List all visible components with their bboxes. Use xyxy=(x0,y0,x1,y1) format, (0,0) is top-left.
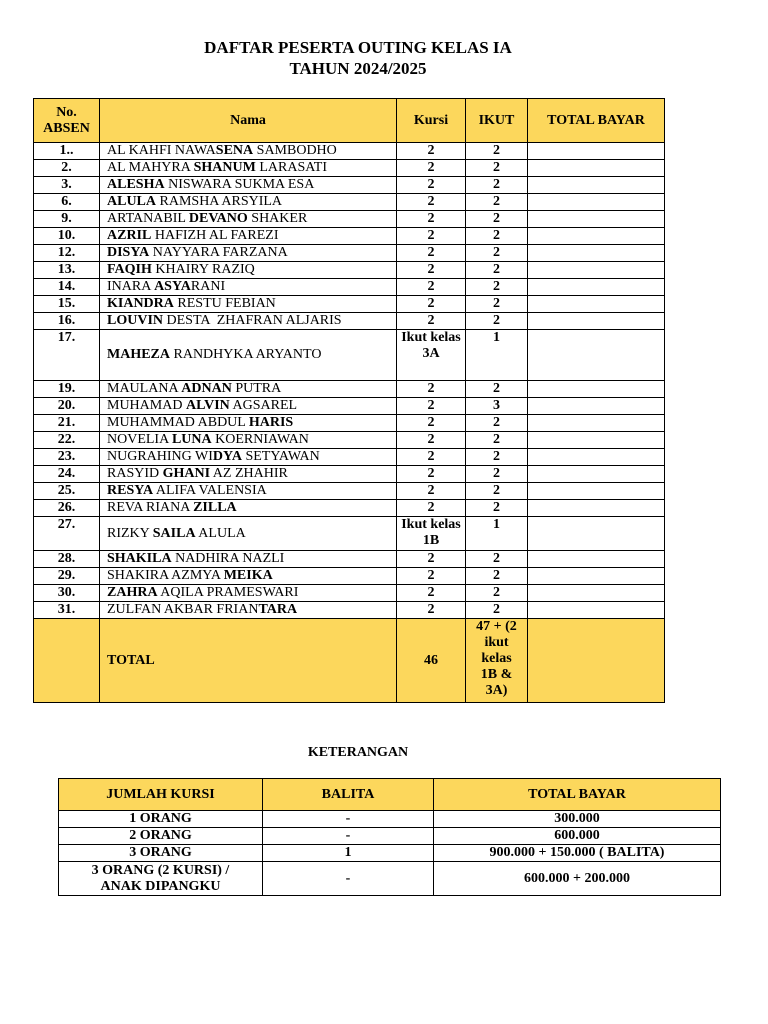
name-bold-part: SAILA xyxy=(152,525,196,541)
kursi-value: 2 xyxy=(397,279,466,296)
participant-name xyxy=(100,194,397,211)
name-part: LARASATI xyxy=(255,160,328,175)
table-row xyxy=(34,483,665,500)
total-row xyxy=(34,619,665,703)
kursi-value: 2 xyxy=(397,551,466,568)
name-part: SHAKIRA AZMYA xyxy=(107,568,224,583)
participant-name xyxy=(100,500,397,517)
name-part: KOERNIAWAN xyxy=(211,432,309,447)
kursi-value: Ikut kelas 1B xyxy=(397,517,466,551)
name-bold-part: ALESHA xyxy=(107,177,165,192)
ikut-value: 3 xyxy=(466,398,528,415)
ikut-value: 2 xyxy=(466,245,528,262)
participant-name xyxy=(100,211,397,228)
name-bold-part: ADNAN xyxy=(181,381,232,396)
name-part: REVA RIANA xyxy=(107,500,194,515)
ikut-value: 2 xyxy=(466,551,528,568)
name-bold-part: ZAHRA xyxy=(107,585,158,600)
name-bold-part: TARA xyxy=(258,602,298,617)
total-bayar-value xyxy=(528,432,665,449)
absen-number: 1.. xyxy=(34,143,100,160)
table-row xyxy=(34,211,665,228)
name-bold-part: MAHEZA xyxy=(107,347,170,362)
table-row xyxy=(34,517,665,551)
name-part: HAFIZH AL FAREZI xyxy=(151,228,279,243)
col-jumlah-kursi: JUMLAH KURSI xyxy=(59,779,263,811)
ket-total-bayar-value: 300.000 xyxy=(434,811,721,828)
table-row xyxy=(34,449,665,466)
total-bayar-value xyxy=(528,415,665,432)
total-bayar-value xyxy=(528,160,665,177)
name-part: RASYID xyxy=(107,466,163,481)
table-row xyxy=(34,398,665,415)
ikut-value: 1 xyxy=(466,330,528,381)
table-row xyxy=(34,432,665,449)
table-row xyxy=(34,330,665,381)
participant-name xyxy=(100,143,397,160)
ikut-value: 2 xyxy=(466,466,528,483)
kursi-value: 2 xyxy=(397,432,466,449)
name-bold-part: AZRIL xyxy=(107,228,152,243)
balita-value: - xyxy=(263,828,434,845)
name-bold-part: HARIS xyxy=(248,415,294,430)
total-bayar-value xyxy=(528,211,665,228)
absen-number: 15. xyxy=(34,296,100,313)
total-bayar-value xyxy=(528,585,665,602)
kursi-value: 2 xyxy=(397,296,466,313)
col-ket-total-bayar: TOTAL BAYAR xyxy=(434,779,721,811)
name-bold-part: DEVANO xyxy=(188,211,248,226)
ikut-value: 2 xyxy=(466,143,528,160)
total-bayar-value xyxy=(528,177,665,194)
kursi-value: 2 xyxy=(397,466,466,483)
table-header-row xyxy=(34,99,665,143)
name-part: RANDHYKA ARYANTO xyxy=(170,347,322,362)
absen-number: 22. xyxy=(34,432,100,449)
participant-name xyxy=(100,160,397,177)
table-row xyxy=(34,500,665,517)
total-bayar-value xyxy=(528,194,665,211)
name-part: AQILA PRAMESWARI xyxy=(157,585,299,600)
name-part: ZULFAN AKBAR FRIAN xyxy=(107,602,259,617)
ikut-value: 1 xyxy=(466,517,528,551)
participant-name xyxy=(100,381,397,398)
participant-table xyxy=(33,98,665,703)
name-part: NADHIRA NAZLI xyxy=(171,551,285,566)
name-part: NISWARA SUKMA ESA xyxy=(164,177,315,192)
table-row xyxy=(34,296,665,313)
total-bayar-value xyxy=(528,381,665,398)
kursi-value: 2 xyxy=(397,585,466,602)
absen-number: 23. xyxy=(34,449,100,466)
name-part: INARA xyxy=(107,279,155,294)
col-balita: BALITA xyxy=(263,779,434,811)
kursi-value: 2 xyxy=(397,228,466,245)
kursi-value: 2 xyxy=(397,143,466,160)
participant-name xyxy=(100,585,397,602)
participant-name xyxy=(100,279,397,296)
participant-name xyxy=(100,262,397,279)
ikut-value: 2 xyxy=(466,483,528,500)
table-row xyxy=(34,568,665,585)
absen-number: 16. xyxy=(34,313,100,330)
name-bold-part: GHANI xyxy=(162,466,211,481)
total-bayar-value xyxy=(528,483,665,500)
balita-value: - xyxy=(263,811,434,828)
kursi-value: 2 xyxy=(397,381,466,398)
name-part: RESTU FEBIAN xyxy=(173,296,276,311)
absen-number: 2. xyxy=(34,160,100,177)
name-part: AL MAHYRA xyxy=(107,160,194,175)
name-bold-part: ALULA xyxy=(107,194,157,209)
keterangan-row xyxy=(59,828,721,845)
absen-number: 6. xyxy=(34,194,100,211)
table-row xyxy=(34,313,665,330)
total-bayar-value xyxy=(528,449,665,466)
absen-number: 9. xyxy=(34,211,100,228)
jumlah-kursi-value: 2 ORANG xyxy=(59,828,263,845)
name-part: SETYAWAN xyxy=(241,449,320,464)
participant-name xyxy=(100,602,397,619)
total-bayar-value xyxy=(528,143,665,160)
total-bayar-value xyxy=(528,500,665,517)
name-part: ALIFA VALENSIA xyxy=(153,483,267,498)
kursi-value: 2 xyxy=(397,449,466,466)
absen-number: 3. xyxy=(34,177,100,194)
table-row xyxy=(34,551,665,568)
absen-number: 17. xyxy=(34,330,100,381)
name-bold-part: KIANDRA xyxy=(107,296,174,311)
kursi-value: 2 xyxy=(397,177,466,194)
participant-name xyxy=(100,449,397,466)
ikut-value: 2 xyxy=(466,160,528,177)
participant-name xyxy=(100,517,397,551)
ikut-value: 2 xyxy=(466,449,528,466)
name-bold-part: SHAKILA xyxy=(107,551,172,566)
kursi-value: 2 xyxy=(397,211,466,228)
table-row xyxy=(34,279,665,296)
name-bold-part: SHANUM xyxy=(193,160,256,175)
name-bold-part: LUNA xyxy=(171,432,212,447)
ket-total-bayar-value: 600.000 + 200.000 xyxy=(434,862,721,896)
table-row xyxy=(34,585,665,602)
keterangan-row xyxy=(59,862,721,896)
keterangan-header-row xyxy=(59,779,721,811)
name-part: MUHAMMAD ABDUL xyxy=(107,415,249,430)
name-bold-part: ASYA xyxy=(154,279,191,294)
kursi-value: 2 xyxy=(397,245,466,262)
participant-name xyxy=(100,296,397,313)
keterangan-title: KETERANGAN xyxy=(307,745,409,760)
absen-number: 30. xyxy=(34,585,100,602)
ikut-value: 2 xyxy=(466,211,528,228)
name-part: AL KAHFI NAWA xyxy=(107,143,216,158)
jumlah-kursi-value: 1 ORANG xyxy=(59,811,263,828)
total-bayar-value xyxy=(528,602,665,619)
ikut-value: 2 xyxy=(466,313,528,330)
participant-name xyxy=(100,466,397,483)
absen-number: 24. xyxy=(34,466,100,483)
total-bayar-value xyxy=(528,245,665,262)
table-row xyxy=(34,228,665,245)
table-row xyxy=(34,415,665,432)
name-part: MAULANA xyxy=(107,381,182,396)
kursi-value: 2 xyxy=(397,398,466,415)
ket-total-bayar-value: 900.000 + 150.000 ( BALITA) xyxy=(434,845,721,862)
participant-name xyxy=(100,245,397,262)
keterangan-row xyxy=(59,811,721,828)
col-ikut: IKUT xyxy=(466,99,528,143)
ikut-value: 2 xyxy=(466,500,528,517)
kursi-value: 2 xyxy=(397,568,466,585)
name-bold-part: ZILLA xyxy=(193,500,237,515)
table-row xyxy=(34,262,665,279)
table-row xyxy=(34,381,665,398)
participant-name xyxy=(100,483,397,500)
total-kursi: 46 xyxy=(397,619,466,703)
absen-number: 29. xyxy=(34,568,100,585)
document-subtitle: TAHUN 2024/2025 xyxy=(289,59,427,78)
name-bold-part: DISYA xyxy=(107,245,150,260)
absen-number: 26. xyxy=(34,500,100,517)
absen-number: 20. xyxy=(34,398,100,415)
name-part: ARTANABIL xyxy=(107,211,189,226)
participant-name xyxy=(100,568,397,585)
ikut-value: 2 xyxy=(466,568,528,585)
kursi-value: 2 xyxy=(397,483,466,500)
participant-name xyxy=(100,415,397,432)
absen-number: 21. xyxy=(34,415,100,432)
balita-value: 1 xyxy=(263,845,434,862)
kursi-value: 2 xyxy=(397,194,466,211)
absen-number: 12. xyxy=(34,245,100,262)
name-bold-part: MEIKA xyxy=(223,568,273,583)
participant-name xyxy=(100,228,397,245)
table-row xyxy=(34,177,665,194)
name-part: AZ ZHAHIR xyxy=(210,466,288,481)
ikut-value: 2 xyxy=(466,262,528,279)
name-part: SAMBODHO xyxy=(253,143,337,158)
absen-number: 14. xyxy=(34,279,100,296)
name-bold-part: RESYA xyxy=(107,483,154,498)
name-part: SHAKER xyxy=(247,211,308,226)
total-bayar-value xyxy=(528,568,665,585)
jumlah-kursi-value: 3 ORANG (2 KURSI) / ANAK DIPANGKU xyxy=(59,862,263,896)
ikut-value: 2 xyxy=(466,296,528,313)
table-row xyxy=(34,194,665,211)
keterangan-row xyxy=(59,845,721,862)
participant-name xyxy=(100,398,397,415)
name-part: NOVELIA xyxy=(107,432,172,447)
name-part: NAYYARA FARZANA xyxy=(149,245,288,260)
ikut-value: 2 xyxy=(466,279,528,296)
total-bayar-value xyxy=(528,466,665,483)
ket-total-bayar-value: 600.000 xyxy=(434,828,721,845)
jumlah-kursi-value: 3 ORANG xyxy=(59,845,263,862)
participant-name xyxy=(100,330,397,381)
ikut-value: 2 xyxy=(466,415,528,432)
participant-name xyxy=(100,432,397,449)
total-bayar-value xyxy=(528,551,665,568)
ikut-value: 2 xyxy=(466,228,528,245)
participant-name xyxy=(100,177,397,194)
total-bayar-value xyxy=(528,330,665,381)
total-label: TOTAL xyxy=(100,619,397,703)
total-ikut: 47 + (2 ikut kelas 1B & 3A) xyxy=(466,619,528,703)
absen-number: 19. xyxy=(34,381,100,398)
kursi-value: 2 xyxy=(397,500,466,517)
name-bold-part: SENA xyxy=(215,143,254,158)
total-bayar-value xyxy=(528,228,665,245)
kursi-value: 2 xyxy=(397,262,466,279)
name-part: RIZKY xyxy=(107,525,153,541)
keterangan-table xyxy=(58,778,721,896)
col-kursi: Kursi xyxy=(397,99,466,143)
name-part: PUTRA xyxy=(231,381,282,396)
name-bold-part: LOUVIN xyxy=(107,313,164,328)
kursi-value: 2 xyxy=(397,602,466,619)
col-no-absen: No. ABSEN xyxy=(34,99,100,143)
ikut-value: 2 xyxy=(466,602,528,619)
ikut-value: 2 xyxy=(466,432,528,449)
kursi-value: Ikut kelas 3A xyxy=(397,330,466,381)
name-part: RANI xyxy=(190,279,226,294)
name-bold-part: DYA xyxy=(212,449,242,464)
name-part: RAMSHA ARSYILA xyxy=(156,194,283,209)
table-row xyxy=(34,143,665,160)
col-nama: Nama xyxy=(100,99,397,143)
participant-name xyxy=(100,551,397,568)
name-part: KHAIRY RAZIQ xyxy=(151,262,255,277)
total-bayar-value xyxy=(528,398,665,415)
name-part: DESTA ZHAFRAN ALJARIS xyxy=(163,313,342,328)
table-row xyxy=(34,602,665,619)
table-row xyxy=(34,466,665,483)
total-bayar-value xyxy=(528,313,665,330)
balita-value: - xyxy=(263,862,434,896)
absen-number: 25. xyxy=(34,483,100,500)
document-title: DAFTAR PESERTA OUTING KELAS IA xyxy=(204,38,512,57)
absen-number: 28. xyxy=(34,551,100,568)
kursi-value: 2 xyxy=(397,415,466,432)
table-row xyxy=(34,245,665,262)
absen-number: 27. xyxy=(34,517,100,551)
participant-name xyxy=(100,313,397,330)
ikut-value: 2 xyxy=(466,194,528,211)
col-total-bayar: TOTAL BAYAR xyxy=(528,99,665,143)
absen-number: 31. xyxy=(34,602,100,619)
total-bayar-cell xyxy=(528,619,665,703)
kursi-value: 2 xyxy=(397,160,466,177)
total-bayar-value xyxy=(528,262,665,279)
total-bayar-value xyxy=(528,296,665,313)
ikut-value: 2 xyxy=(466,381,528,398)
total-no-cell xyxy=(34,619,100,703)
name-part: MUHAMAD xyxy=(107,398,186,413)
total-bayar-value xyxy=(528,279,665,296)
ikut-value: 2 xyxy=(466,177,528,194)
name-bold-part: ALVIN xyxy=(185,398,230,413)
name-bold-part: FAQIH xyxy=(107,262,152,277)
absen-number: 13. xyxy=(34,262,100,279)
absen-number: 10. xyxy=(34,228,100,245)
ikut-value: 2 xyxy=(466,585,528,602)
name-part: AGSAREL xyxy=(229,398,298,413)
kursi-value: 2 xyxy=(397,313,466,330)
name-part: ALULA xyxy=(195,525,246,541)
total-bayar-value xyxy=(528,517,665,551)
table-row xyxy=(34,160,665,177)
name-part: NUGRAHING WI xyxy=(107,449,213,464)
